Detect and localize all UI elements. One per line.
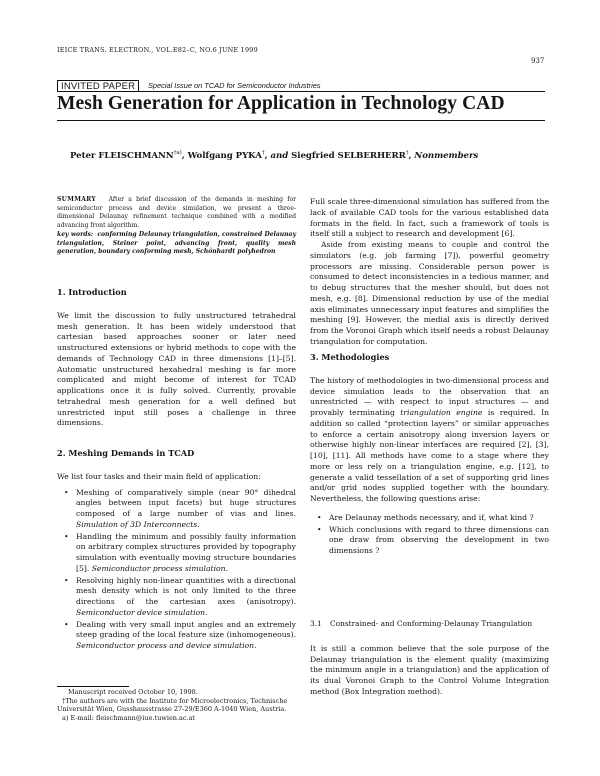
author-1-mark: †a) <box>173 150 182 156</box>
author-line <box>70 150 546 161</box>
task-2-text: Handling the minimum and possibly faulty information on arbitrary complex structures provided by topography simulation with eventually moving structure boundaries [5]. <box>76 531 296 573</box>
question-1: • Are Delaunay methods necessary, and if, what kind ? <box>310 513 549 524</box>
section-3-1 <box>310 619 549 698</box>
task-2-field: Semiconductor process simulation. <box>91 563 228 573</box>
section-2-intro: We list four tasks and their main field of application: <box>57 471 261 481</box>
author-membership: Nonmembers <box>414 150 479 161</box>
page-number: 937 <box>531 57 545 65</box>
special-issue-label: Special Issue on TCAD for Semiconductor Industries <box>148 81 321 90</box>
section-2-heading: 2. Meshing Demands in TCAD <box>57 448 195 458</box>
summary-text: After a brief discussion of the demands in meshing for semiconductor process and device simulation, we present a three-dimensional Delaunay refinement technique combined with a modified advancing front algorithm. <box>57 196 296 230</box>
summary-label: SUMMARY <box>57 196 96 203</box>
section-3-text-a: The history of methodologies in two-dimensional process and device simulation leads to the observation that an unrestricted — with respect to input structures — and provably terminating <box>310 375 549 417</box>
meshing-task-list <box>57 488 296 652</box>
title-rule-top <box>57 91 545 92</box>
task-4-field: Semiconductor process and device simulation. <box>76 641 257 650</box>
section-1-paragraph: We limit the discussion to fully unstructured tetrahedral mesh generation. It has been widely understood that cartesian based approaches sooner or later need unstructured extensions or hybrid methods to cope with the demands of Technology CAD in three dimensions [1]–[5]. Automatic unstructured hexahedral meshing is far more complicated and might become of interest for TCAD applications once it is fully solved. Currently, provable tetrahedral mesh generation for a well defined but unrestricted input still poses a challenge in three dimensions. <box>57 310 296 428</box>
section-3-text-b: is required. In addition so called “protection layers” or similar approaches to enforce a certain anisotropy along inversion layers or otherwise highly non-linear interfaces are required [2], [3], [10], [11]. All methods have come to a stage where they more or less rely on a triangulation engine, e.g. [12], to generate a valid tessellation of a set of supporting grid lines and/or grid nodes supplied together with the boundary. Nevertheless, the following questions arise: <box>310 408 550 503</box>
section-3-1-number: 3.1 <box>310 619 322 628</box>
paper-title: Mesh Generation for Application in Technology CAD <box>57 93 505 114</box>
task-item-1 <box>57 488 296 531</box>
keywords-text: conforming Delaunay triangulation, constrained Delaunay triangulation, Steiner point, advancing front, quality mesh generation, boundary conforming mesh, Schönhardt polyhedron <box>57 230 296 256</box>
footnote-rule <box>57 686 129 687</box>
journal-header: IEICE TRANS. ELECTRON., VOL.E82–C, NO.6 JUNE 1999 <box>57 46 258 54</box>
keywords-label: key words: <box>57 230 94 238</box>
author-1: Peter FLEISCHMANN <box>70 150 174 161</box>
section-1-heading: 1. Introduction <box>57 287 127 297</box>
task-item-4 <box>57 620 296 652</box>
right-paragraph-2: Aside from existing means to couple and control the simulators (e.g. job farming [7]), powerful geometry processors are missing. Considerable person power is consumed to detect inconsistencies in a tedious manner, and to debug structures that the mesher should, but does not mesh, e.g. [8]. Dimensional reduction by use of the medial axis eliminates unnecessary input features and simplifies the meshing [9]. However, the medial axis is directly derived from the Voronoi Graph which itself needs a robust Delaunay triangulation for computation. <box>310 240 549 346</box>
title-rule-bottom <box>57 120 545 121</box>
section-3-1-title: Constrained- and Conforming-Delaunay Triangulation <box>330 619 533 628</box>
section-1 <box>57 287 296 429</box>
task-3-field: Semiconductor device simulation. <box>76 607 208 617</box>
author-3-mark: † <box>405 150 409 156</box>
author-2-mark: † <box>261 150 265 156</box>
task-4-text: Dealing with very small input angles and an extremely steep grading of the local feature size (inhomogeneous). <box>76 619 296 640</box>
right-intro <box>310 197 549 348</box>
section-3-emphasis: triangulation engine <box>400 408 483 417</box>
section-3-1-paragraph: It is still a common believe that the sole purpose of the Delaunay triangulation is the element quality (maximizing the minimum angle in a triangulation) and the application of its dual Voronoi Graph to the Control Volume Integration method (Box Integration method). <box>310 643 549 696</box>
task-1-text: Meshing of comparatively simple (near 90° dihedral angles between input facets) but huge structures composed of a large number of vias and lines. <box>76 487 296 518</box>
author-and: and <box>270 150 289 161</box>
task-1-field: Simulation of 3D Interconnects. <box>76 519 200 529</box>
task-item-2 <box>57 532 296 575</box>
section-3-paragraph <box>310 376 549 505</box>
right-paragraph-1: Full scale three-dimensional simulation has suffered from the lack of available CAD tools for the various established data formats in the field. In fact, such a framework of tools is itself still a subject to research and development [6]. <box>310 197 549 239</box>
footnotes <box>57 688 297 723</box>
section-3-1-heading <box>310 619 549 630</box>
author-sep-2: , <box>264 150 271 161</box>
task-item-3 <box>57 576 296 619</box>
abstract <box>57 196 296 257</box>
author-sep-1: , <box>181 150 188 161</box>
footnote-email: a) E-mail: fleischmann@iue.tuwien.ac.at <box>62 714 196 723</box>
questions-list <box>310 513 549 557</box>
invited-paper-label: INVITED PAPER <box>57 80 139 92</box>
section-2 <box>57 448 296 653</box>
footnote-received: Manuscript received October 10, 1998. <box>68 688 198 696</box>
section-3-heading: 3. Methodologies <box>310 352 390 362</box>
footnote-affiliation: †The authors are with the Institute for Microelectronics, Technische Universität Wien, Gusshausstrasse 27-29/E360 A-1040 Wien, Austria. <box>57 696 288 714</box>
section-3 <box>310 352 549 558</box>
footnote-affiliation-text: The authors are with the Institute for Microelectronics, Technische Universität Wien, Gusshausstrasse 27-29/E360 A-1040 Wien, Austria. <box>57 696 288 714</box>
author-3: Siegfried SELBERHERR <box>288 150 406 161</box>
author-sep-3: , <box>408 150 415 161</box>
author-2: Wolfgang PYKA <box>187 150 262 161</box>
question-2: • Which conclusions with regard to three dimensions can one draw from observing the development in two dimensions ? <box>310 525 549 557</box>
task-3-text: Resolving highly non-linear quantities with a directional mesh density which is not only limited to the three directions of the cartesian axes (anisotropy). <box>76 575 296 606</box>
abstract-block <box>57 196 296 257</box>
